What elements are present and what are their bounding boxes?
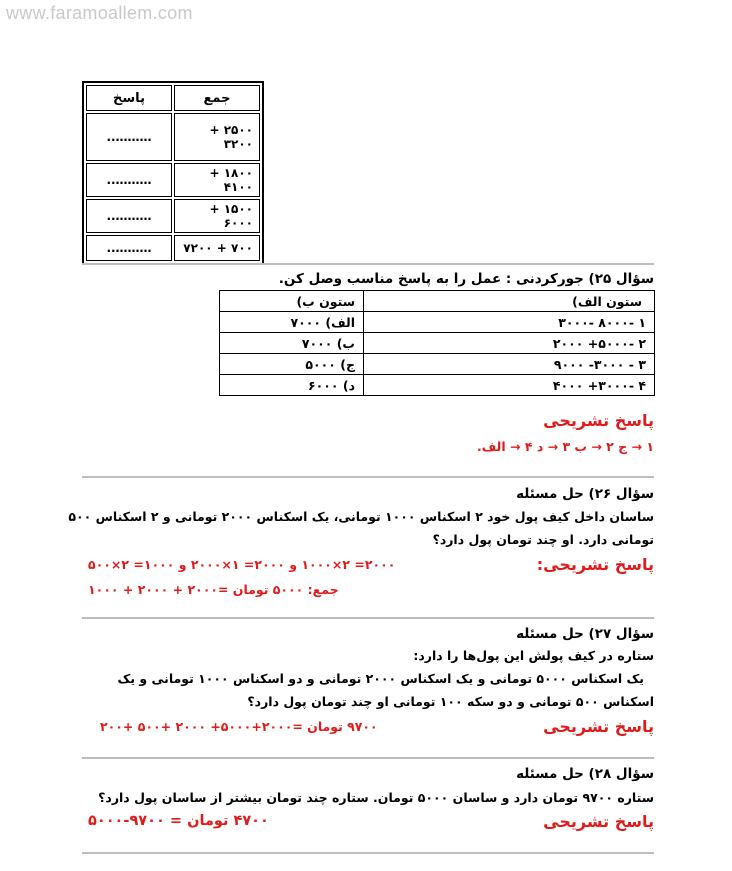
q28-answer: ۴۷۰۰ تومان = ۹۷۰۰-۵۰۰۰ [88, 813, 269, 829]
table-row [220, 312, 655, 333]
q25-answer-label: پاسخ تشریحی [543, 411, 654, 430]
q27-answer: ۹۷۰۰ تومان =۲۰۰۰+۵۰۰۰+ ۲۰۰۰ +۵۰۰ +۲۰۰ [100, 719, 378, 734]
answer-cell: ……….. [86, 113, 172, 161]
q28-answer-label: پاسخ تشریحی [543, 812, 654, 831]
table-header-row [86, 85, 260, 111]
q26-answer-label: پاسخ تشریحی: [536, 555, 654, 574]
col-b-cell: ب) ۷۰۰۰ [220, 333, 364, 354]
col-b-cell: د) ۶۰۰۰ [220, 375, 364, 396]
col-a-header: ستون الف) [364, 291, 655, 312]
watermark: www.faramoallem.com [6, 3, 193, 23]
answer-cell: ……….. [86, 235, 172, 261]
matching-table [219, 290, 655, 396]
q27-line2: یک اسکناس ۵۰۰۰ تومانی و یک اسکناس ۲۰۰۰ تومانی و دو اسکناس ۱۰۰۰ تومانی و یک [117, 671, 644, 686]
q27-answer-label: پاسخ تشریحی [543, 717, 654, 736]
divider [82, 476, 654, 478]
col-b-cell: ج) ۵۰۰۰ [220, 354, 364, 375]
q27-title: سؤال ۲۷) حل مسئله [516, 626, 654, 642]
q25-title: سؤال ۲۵) جورکردنی : عمل را به پاسخ مناسب وصل کن. [278, 271, 654, 287]
col-a-cell: ۱ -۸۰۰۰ -۳۰۰۰ [364, 312, 655, 333]
q27-line1: ستاره در کیف پولش این پول‌ها را دارد: [413, 648, 654, 663]
table-row [220, 333, 655, 354]
sum-table [82, 81, 264, 265]
table-row [86, 113, 260, 161]
q26-answer2: جمع: ۵۰۰۰ تومان =۲۰۰۰ + ۲۰۰۰ + ۱۰۰۰ [88, 582, 339, 597]
sum-cell: ۲۵۰۰ + ۳۲۰۰ [174, 113, 260, 161]
divider [82, 263, 654, 265]
q26-answer1: ۲۰۰۰= ۲×۱۰۰۰ و ۲۰۰۰= ۱×۲۰۰۰ و ۱۰۰۰= ۲×۵۰۰ [88, 557, 396, 572]
q26-line2: تومانی دارد. او چند تومان پول دارد؟ [432, 532, 654, 547]
q28-title: سؤال ۲۸) حل مسئله [516, 766, 654, 782]
table-row [220, 354, 655, 375]
divider [82, 757, 654, 759]
col-b-header: ستون ب) [220, 291, 364, 312]
q25-answer: ۱ → ج ۲ → ب ۳ → د ۴ → الف. [477, 439, 654, 454]
table-row [220, 375, 655, 396]
answer-cell: ……….. [86, 163, 172, 197]
sum-cell: ۱۸۰۰ + ۴۱۰۰ [174, 163, 260, 197]
col-a-cell: ۳ - ۳۰۰۰- ۹۰۰۰ [364, 354, 655, 375]
q26-title: سؤال ۲۶) حل مسئله [516, 486, 654, 502]
col-a-cell: ۴ -۳۰۰۰+ ۴۰۰۰ [364, 375, 655, 396]
q27-line3: اسکناس ۵۰۰ تومانی و دو سکه ۱۰۰ تومانی او چند تومان پول دارد؟ [247, 694, 654, 709]
q26-line1: ساسان داخل کیف پول خود ۲ اسکناس ۱۰۰۰ تومانی، یک اسکناس ۲۰۰۰ تومانی و ۲ اسکناس ۵۰۰ [68, 509, 654, 524]
matching-header-row [220, 291, 655, 312]
col-b-cell: الف) ۷۰۰۰ [220, 312, 364, 333]
q28-line1: ستاره ۹۷۰۰ تومان دارد و ساسان ۵۰۰۰ تومان. ستاره چند تومان بیشتر از ساسان پول دارد؟ [98, 790, 654, 805]
divider [82, 852, 654, 854]
header-sum: جمع [174, 85, 260, 111]
table-row [86, 199, 260, 233]
sum-cell: ۷۰۰ + ۷۲۰۰ [174, 235, 260, 261]
divider [82, 617, 654, 619]
table-row [86, 163, 260, 197]
table-row [86, 235, 260, 261]
col-a-cell: ۲ -۵۰۰۰+ ۲۰۰۰ [364, 333, 655, 354]
header-answer: پاسخ [86, 85, 172, 111]
sum-cell: ۱۵۰۰ + ۶۰۰۰ [174, 199, 260, 233]
answer-cell: ……….. [86, 199, 172, 233]
